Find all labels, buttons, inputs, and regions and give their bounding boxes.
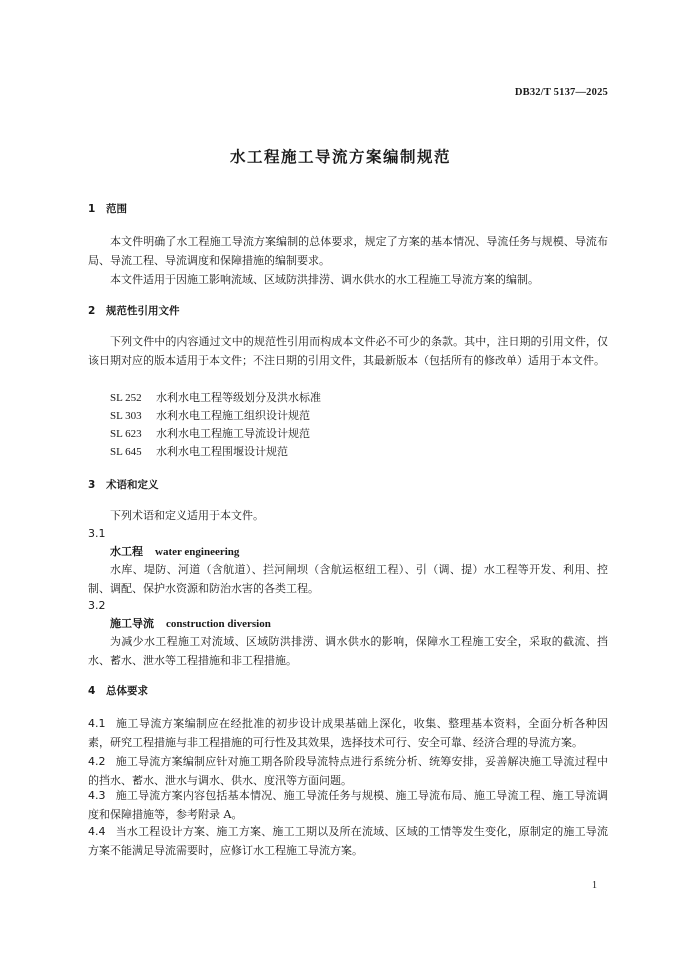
reference-code: SL 303 xyxy=(110,410,142,422)
section-3-heading xyxy=(88,476,159,495)
normative-reference xyxy=(110,425,310,443)
clause-text: 施工导流方案编制应在经批准的初步设计成果基础上深化，收集、整理基本资料，全面分析各种因素，研究工程措施与非工程措施的可行性及其效果，选择技术可行、安全可靠、经济合理的导流方案。 xyxy=(88,717,608,749)
term-name-zh: 施工导流 xyxy=(110,617,154,630)
section-number: 1 xyxy=(88,203,96,215)
paragraph: 下列文件中的内容通过文中的规范性引用而构成本文件必不可少的条款。其中，注日期的引用文件，仅该日期对应的版本适用于本文件；不注日期的引用文件，其最新版本（包括所有的修改单）适用于本文件。 xyxy=(88,335,608,367)
paragraph: 下列术语和定义适用于本文件。 xyxy=(110,509,264,522)
section-number: 3 xyxy=(88,479,96,491)
normative-reference xyxy=(110,407,310,425)
section-number: 2 xyxy=(88,305,96,317)
clause-number: 4.4 xyxy=(88,825,106,838)
clause-number: 4.1 xyxy=(88,717,106,730)
clause xyxy=(88,714,608,752)
normative-reference xyxy=(110,443,288,461)
reference-name: 水利水电工程施工导流设计规范 xyxy=(156,427,310,440)
reference-name: 水利水电工程围堰设计规范 xyxy=(156,445,288,458)
document-title: 水工程施工导流方案编制规范 xyxy=(229,148,451,166)
reference-code: SL 623 xyxy=(110,428,142,440)
term-name-en: water engineering xyxy=(155,546,240,558)
section-title: 术语和定义 xyxy=(106,479,159,491)
section-1-heading xyxy=(88,200,127,219)
section-title: 范围 xyxy=(106,203,127,215)
reference-code: SL 645 xyxy=(110,446,142,458)
section-4-heading xyxy=(88,682,148,701)
page-number: 1 xyxy=(592,880,597,891)
paragraph: 本文件明确了水工程施工导流方案编制的总体要求，规定了方案的基本情况、导流任务与规模、导流布局、导流工程、导流调度和保障措施的编制要求。 xyxy=(88,235,608,267)
term-name xyxy=(110,542,239,562)
section-title: 总体要求 xyxy=(106,685,148,697)
term-number: 3.2 xyxy=(88,599,106,612)
clause xyxy=(88,822,608,860)
reference-name: 水利水电工程等级划分及洪水标准 xyxy=(156,391,321,404)
normative-reference xyxy=(110,389,321,407)
reference-name: 水利水电工程施工组织设计规范 xyxy=(156,409,310,422)
term-name-zh: 水工程 xyxy=(110,545,143,558)
term-definition: 为减少水工程施工对流域、区域防洪排涝、调水供水的影响，保障水工程施工安全，采取的截流、挡水、蓄水、泄水等工程措施和非工程措施。 xyxy=(88,635,608,667)
section-number: 4 xyxy=(88,685,96,697)
clause-text: 施工导流方案内容包括基本情况、施工导流任务与规模、施工导流布局、施工导流工程、施工导流调度和保障措施等，参考附录 A。 xyxy=(88,789,608,821)
clause xyxy=(88,752,608,790)
section-title: 规范性引用文件 xyxy=(106,305,180,317)
term-name-en: construction diversion xyxy=(166,618,271,630)
clause xyxy=(88,786,608,824)
reference-code: SL 252 xyxy=(110,392,142,404)
paragraph: 本文件适用于因施工影响流域、区域防洪排涝、调水供水的水工程施工导流方案的编制。 xyxy=(110,273,539,286)
clause-text: 施工导流方案编制应针对施工期各阶段导流特点进行系统分析、统筹安排，妥善解决施工导流过程中的挡水、蓄水、泄水与调水、供水、度汛等方面问题。 xyxy=(88,755,608,787)
term-name xyxy=(110,614,271,634)
term-definition: 水库、堤防、河道（含航道）、拦河闸坝（含航运枢纽工程）、引（调、提）水工程等开发、利用、控制、调配、保护水资源和防治水害的各类工程。 xyxy=(88,563,608,595)
section-2-heading xyxy=(88,302,180,321)
clause-text: 当水工程设计方案、施工方案、施工工期以及所在流域、区域的工情等发生变化，原制定的施工导流方案不能满足导流需要时，应修订水工程施工导流方案。 xyxy=(88,825,608,857)
term-number: 3.1 xyxy=(88,527,106,540)
clause-number: 4.3 xyxy=(88,789,106,802)
clause-number: 4.2 xyxy=(88,755,106,768)
standard-code: DB32/T 5137—2025 xyxy=(514,87,608,98)
